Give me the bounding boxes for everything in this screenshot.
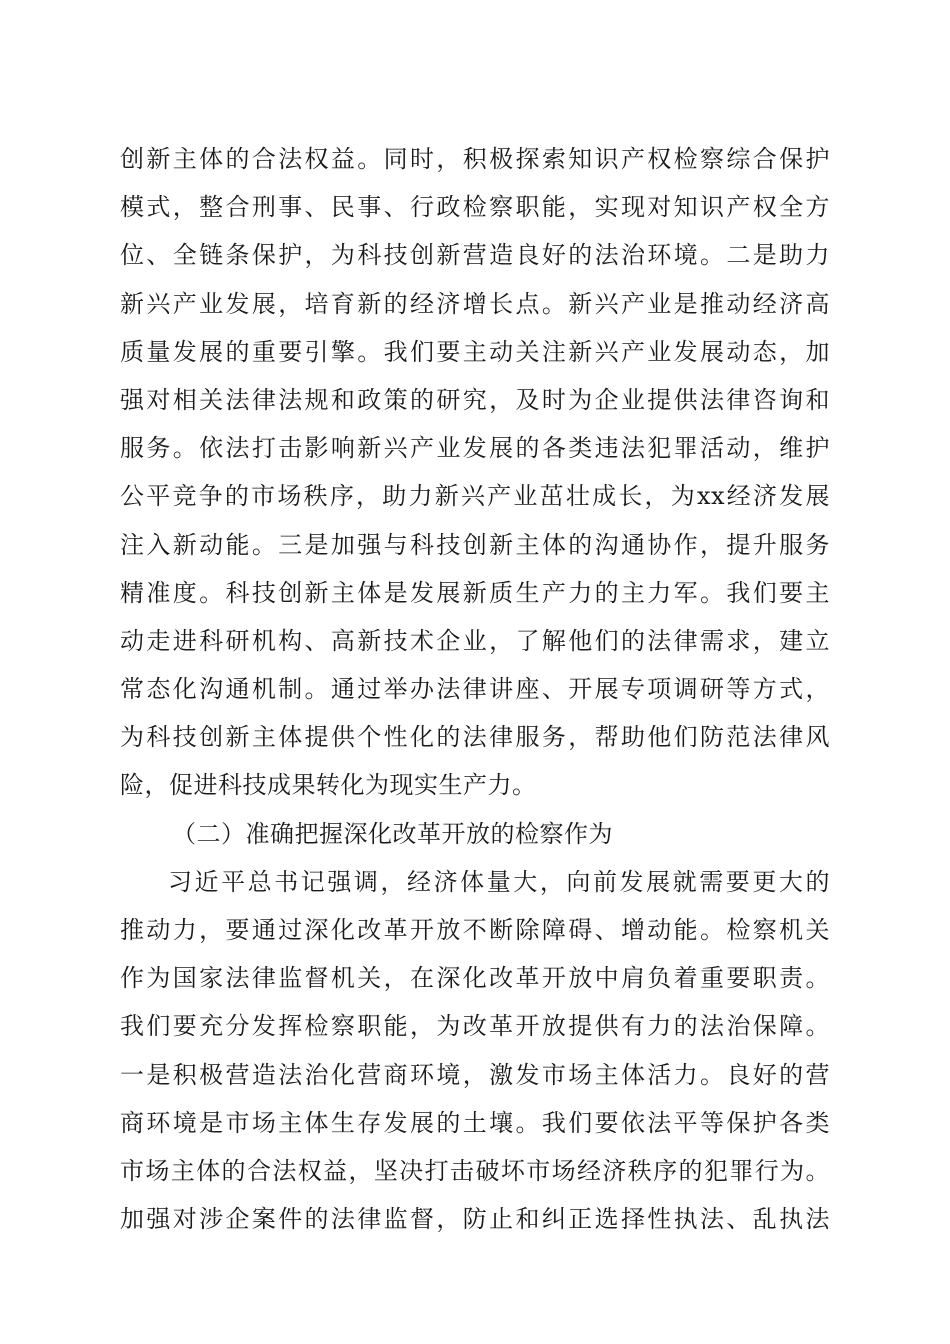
text-line: 一是积极营造法治化营商环境，激发市场主体活力。良好的营	[120, 1060, 830, 1089]
text-line: 强对相关法律法规和政策的研究，及时为企业提供法律咨询和	[120, 385, 830, 414]
document-body	[120, 135, 830, 1243]
text-line: 位、全链条保护，为科技创新营造良好的法治环境。二是助力	[120, 241, 830, 270]
text-line: 我们要充分发挥检察职能，为改革开放提供有力的法治保障。	[120, 1012, 830, 1041]
text-line: 险，促进科技成果转化为现实生产力。	[120, 771, 537, 800]
text-line: 质量发展的重要引擎。我们要主动关注新兴产业发展动态，加	[120, 337, 830, 366]
text-line: 常态化沟通机制。通过举办法律讲座、开展专项调研等方式，	[120, 675, 830, 704]
text-line: 动走进科研机构、高新技术企业，了解他们的法律需求，建立	[120, 626, 830, 655]
text-line: 模式，整合刑事、民事、行政检察职能，实现对知识产权全方	[120, 193, 830, 222]
text-line: 商环境是市场主体生存发展的土壤。我们要依法平等保护各类	[120, 1108, 830, 1137]
text-line: 作为国家法律监督机关，在深化改革开放中肩负着重要职责。	[120, 964, 830, 993]
section-heading: （二）准确把握深化改革开放的检察作为	[172, 819, 613, 848]
text-line: 注入新动能。三是加强与科技创新主体的沟通协作，提升服务	[120, 530, 830, 559]
text-line: 市场主体的合法权益，坚决打击破坏市场经济秩序的犯罪行为。	[120, 1156, 830, 1185]
text-line: 精准度。科技创新主体是发展新质生产力的主力军。我们要主	[120, 578, 830, 607]
text-line: 公平竞争的市场秩序，助力新兴产业茁壮成长，为xx经济发展	[120, 482, 830, 511]
text-line: 加强对涉企案件的法律监督，防止和纠正选择性执法、乱执法	[120, 1205, 830, 1234]
text-line: 推动力，要通过深化改革开放不断除障碍、增动能。检察机关	[120, 916, 830, 944]
text-line: 服务。依法打击影响新兴产业发展的各类违法犯罪活动，维护	[120, 434, 830, 463]
text-line: 为科技创新主体提供个性化的法律服务，帮助他们防范法律风	[120, 723, 830, 752]
text-line: 习近平总书记强调，经济体量大，向前发展就需要更大的	[168, 867, 830, 896]
text-line: 新兴产业发展，培育新的经济增长点。新兴产业是推动经济高	[120, 289, 830, 318]
text-line: 创新主体的合法权益。同时，积极探索知识产权检察综合保护	[120, 145, 830, 173]
